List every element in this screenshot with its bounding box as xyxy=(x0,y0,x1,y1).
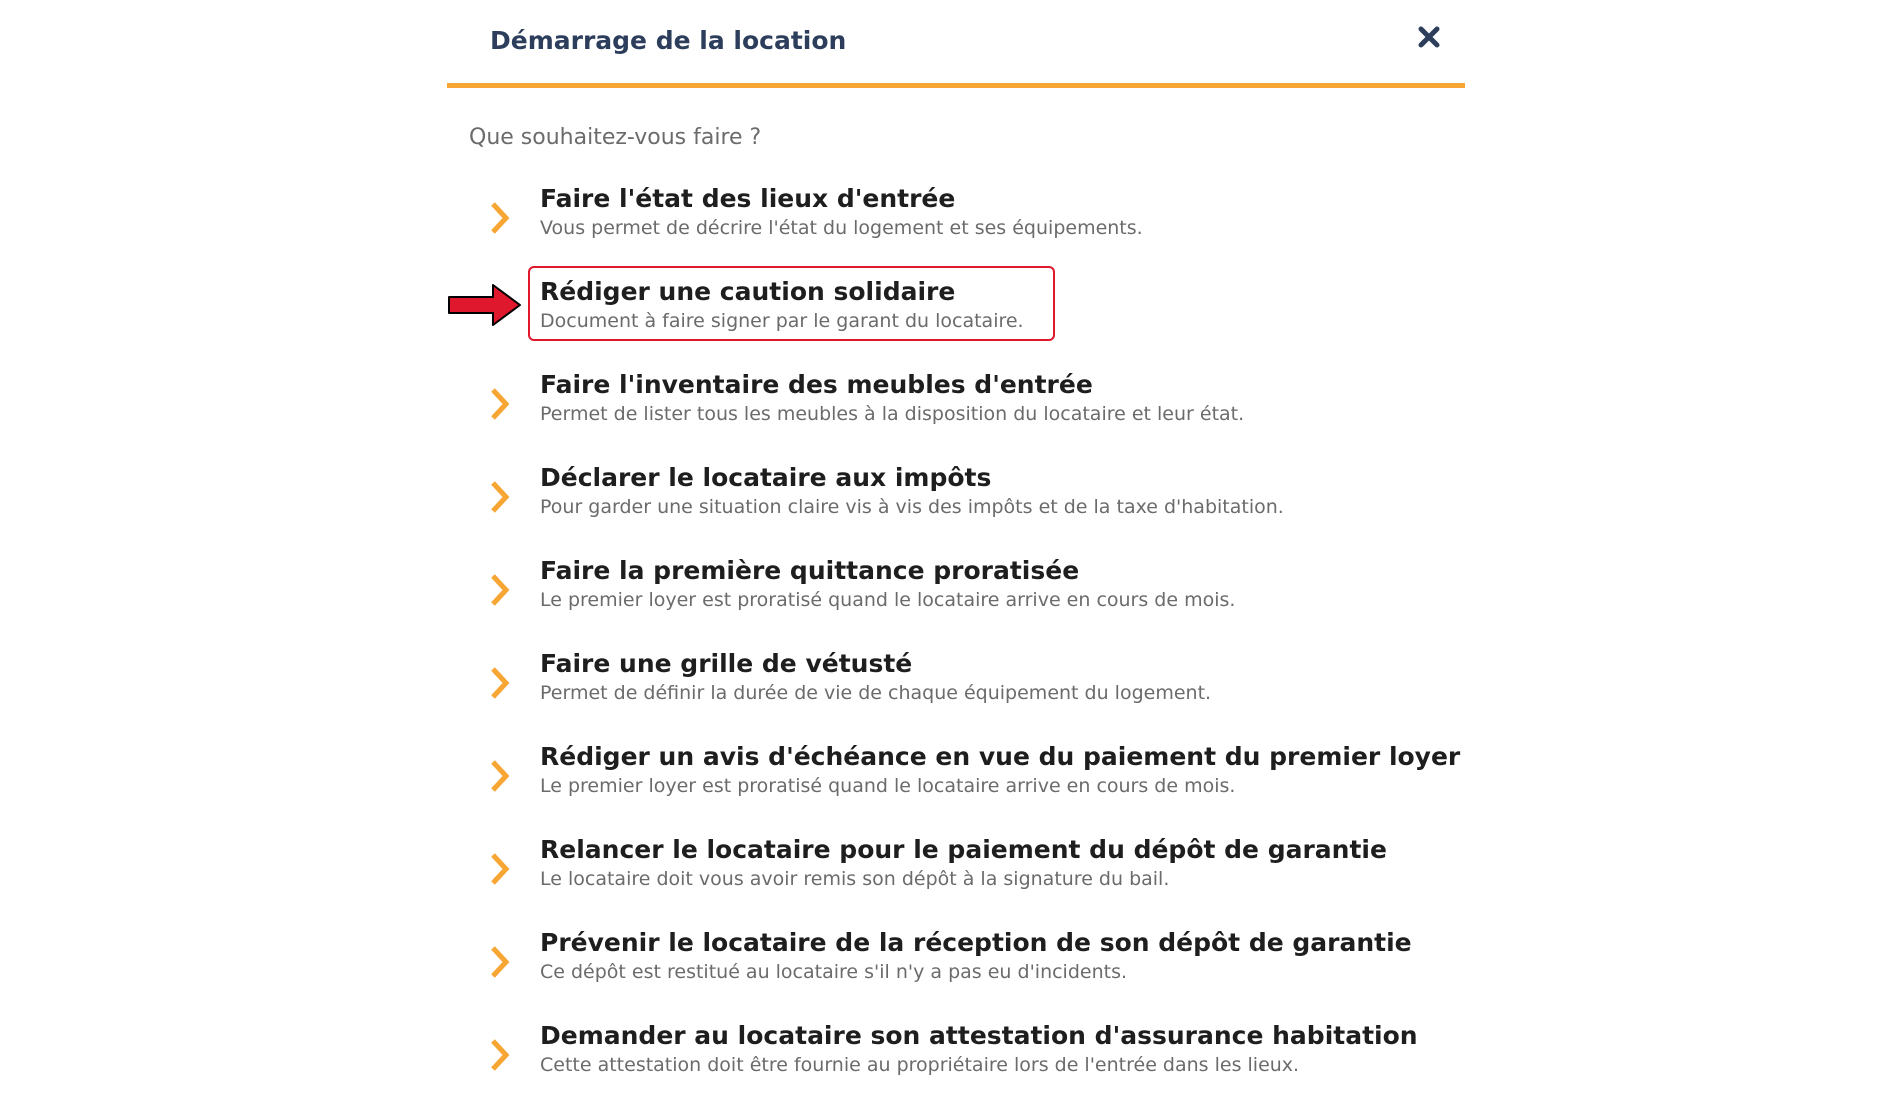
option-attestation-assurance[interactable] xyxy=(447,1020,1465,1113)
option-description: Permet de définir la durée de vie de chaque équipement du logement. xyxy=(540,682,1212,704)
red-arrow-annotation xyxy=(447,282,523,328)
option-title: Rédiger un avis d'échéance en vue du paiement du premier loyer xyxy=(540,742,1461,771)
chevron-right-icon xyxy=(488,386,512,422)
option-grille-vetuste[interactable] xyxy=(447,648,1465,741)
option-title: Faire l'inventaire des meubles d'entrée xyxy=(540,370,1093,399)
option-description: Pour garder une situation claire vis à vis des impôts et de la taxe d'habitation. xyxy=(540,496,1284,518)
option-quittance-proratisee[interactable] xyxy=(447,555,1465,648)
option-reception-depot[interactable] xyxy=(447,927,1465,1020)
dialog-prompt: Que souhaitez-vous faire ? xyxy=(469,125,762,150)
option-title: Déclarer le locataire aux impôts xyxy=(540,463,992,492)
option-title: Faire l'état des lieux d'entrée xyxy=(540,184,956,213)
chevron-right-icon xyxy=(488,200,512,236)
option-description: Vous permet de décrire l'état du logement et ses équipements. xyxy=(540,217,1143,239)
option-description: Le premier loyer est proratisé quand le locataire arrive en cours de mois. xyxy=(540,775,1236,797)
dialog xyxy=(447,0,1465,1080)
dialog-header xyxy=(447,0,1465,88)
chevron-right-icon xyxy=(488,479,512,515)
option-description: Document à faire signer par le garant du locataire. xyxy=(540,310,1024,332)
option-caution-solidaire[interactable] xyxy=(447,276,1465,369)
chevron-right-icon xyxy=(488,572,512,608)
option-inventaire-meubles[interactable] xyxy=(447,369,1465,462)
option-declarer-impots[interactable] xyxy=(447,462,1465,555)
chevron-right-icon xyxy=(488,851,512,887)
option-title: Relancer le locataire pour le paiement du dépôt de garantie xyxy=(540,835,1387,864)
option-etat-des-lieux[interactable] xyxy=(447,183,1465,276)
option-title: Rédiger une caution solidaire xyxy=(540,277,956,306)
option-avis-echeance[interactable] xyxy=(447,741,1465,834)
option-description: Permet de lister tous les meubles à la disposition du locataire et leur état. xyxy=(540,403,1245,425)
option-description: Cette attestation doit être fournie au propriétaire lors de l'entrée dans les lieux. xyxy=(540,1054,1300,1076)
option-description: Ce dépôt est restitué au locataire s'il n'y a pas eu d'incidents. xyxy=(540,961,1128,983)
option-description: Le premier loyer est proratisé quand le locataire arrive en cours de mois. xyxy=(540,589,1236,611)
option-title: Prévenir le locataire de la réception de son dépôt de garantie xyxy=(540,928,1412,957)
chevron-right-icon xyxy=(488,944,512,980)
option-title: Demander au locataire son attestation d'assurance habitation xyxy=(540,1021,1418,1050)
dialog-title: Démarrage de la location xyxy=(490,26,847,55)
close-icon xyxy=(1418,26,1440,48)
option-list xyxy=(447,183,1465,1113)
option-relancer-depot[interactable] xyxy=(447,834,1465,927)
close-button[interactable] xyxy=(1414,22,1444,52)
chevron-right-icon xyxy=(488,1037,512,1073)
option-title: Faire la première quittance proratisée xyxy=(540,556,1080,585)
chevron-right-icon xyxy=(488,665,512,701)
option-description: Le locataire doit vous avoir remis son dépôt à la signature du bail. xyxy=(540,868,1170,890)
option-title: Faire une grille de vétusté xyxy=(540,649,913,678)
chevron-right-icon xyxy=(488,758,512,794)
